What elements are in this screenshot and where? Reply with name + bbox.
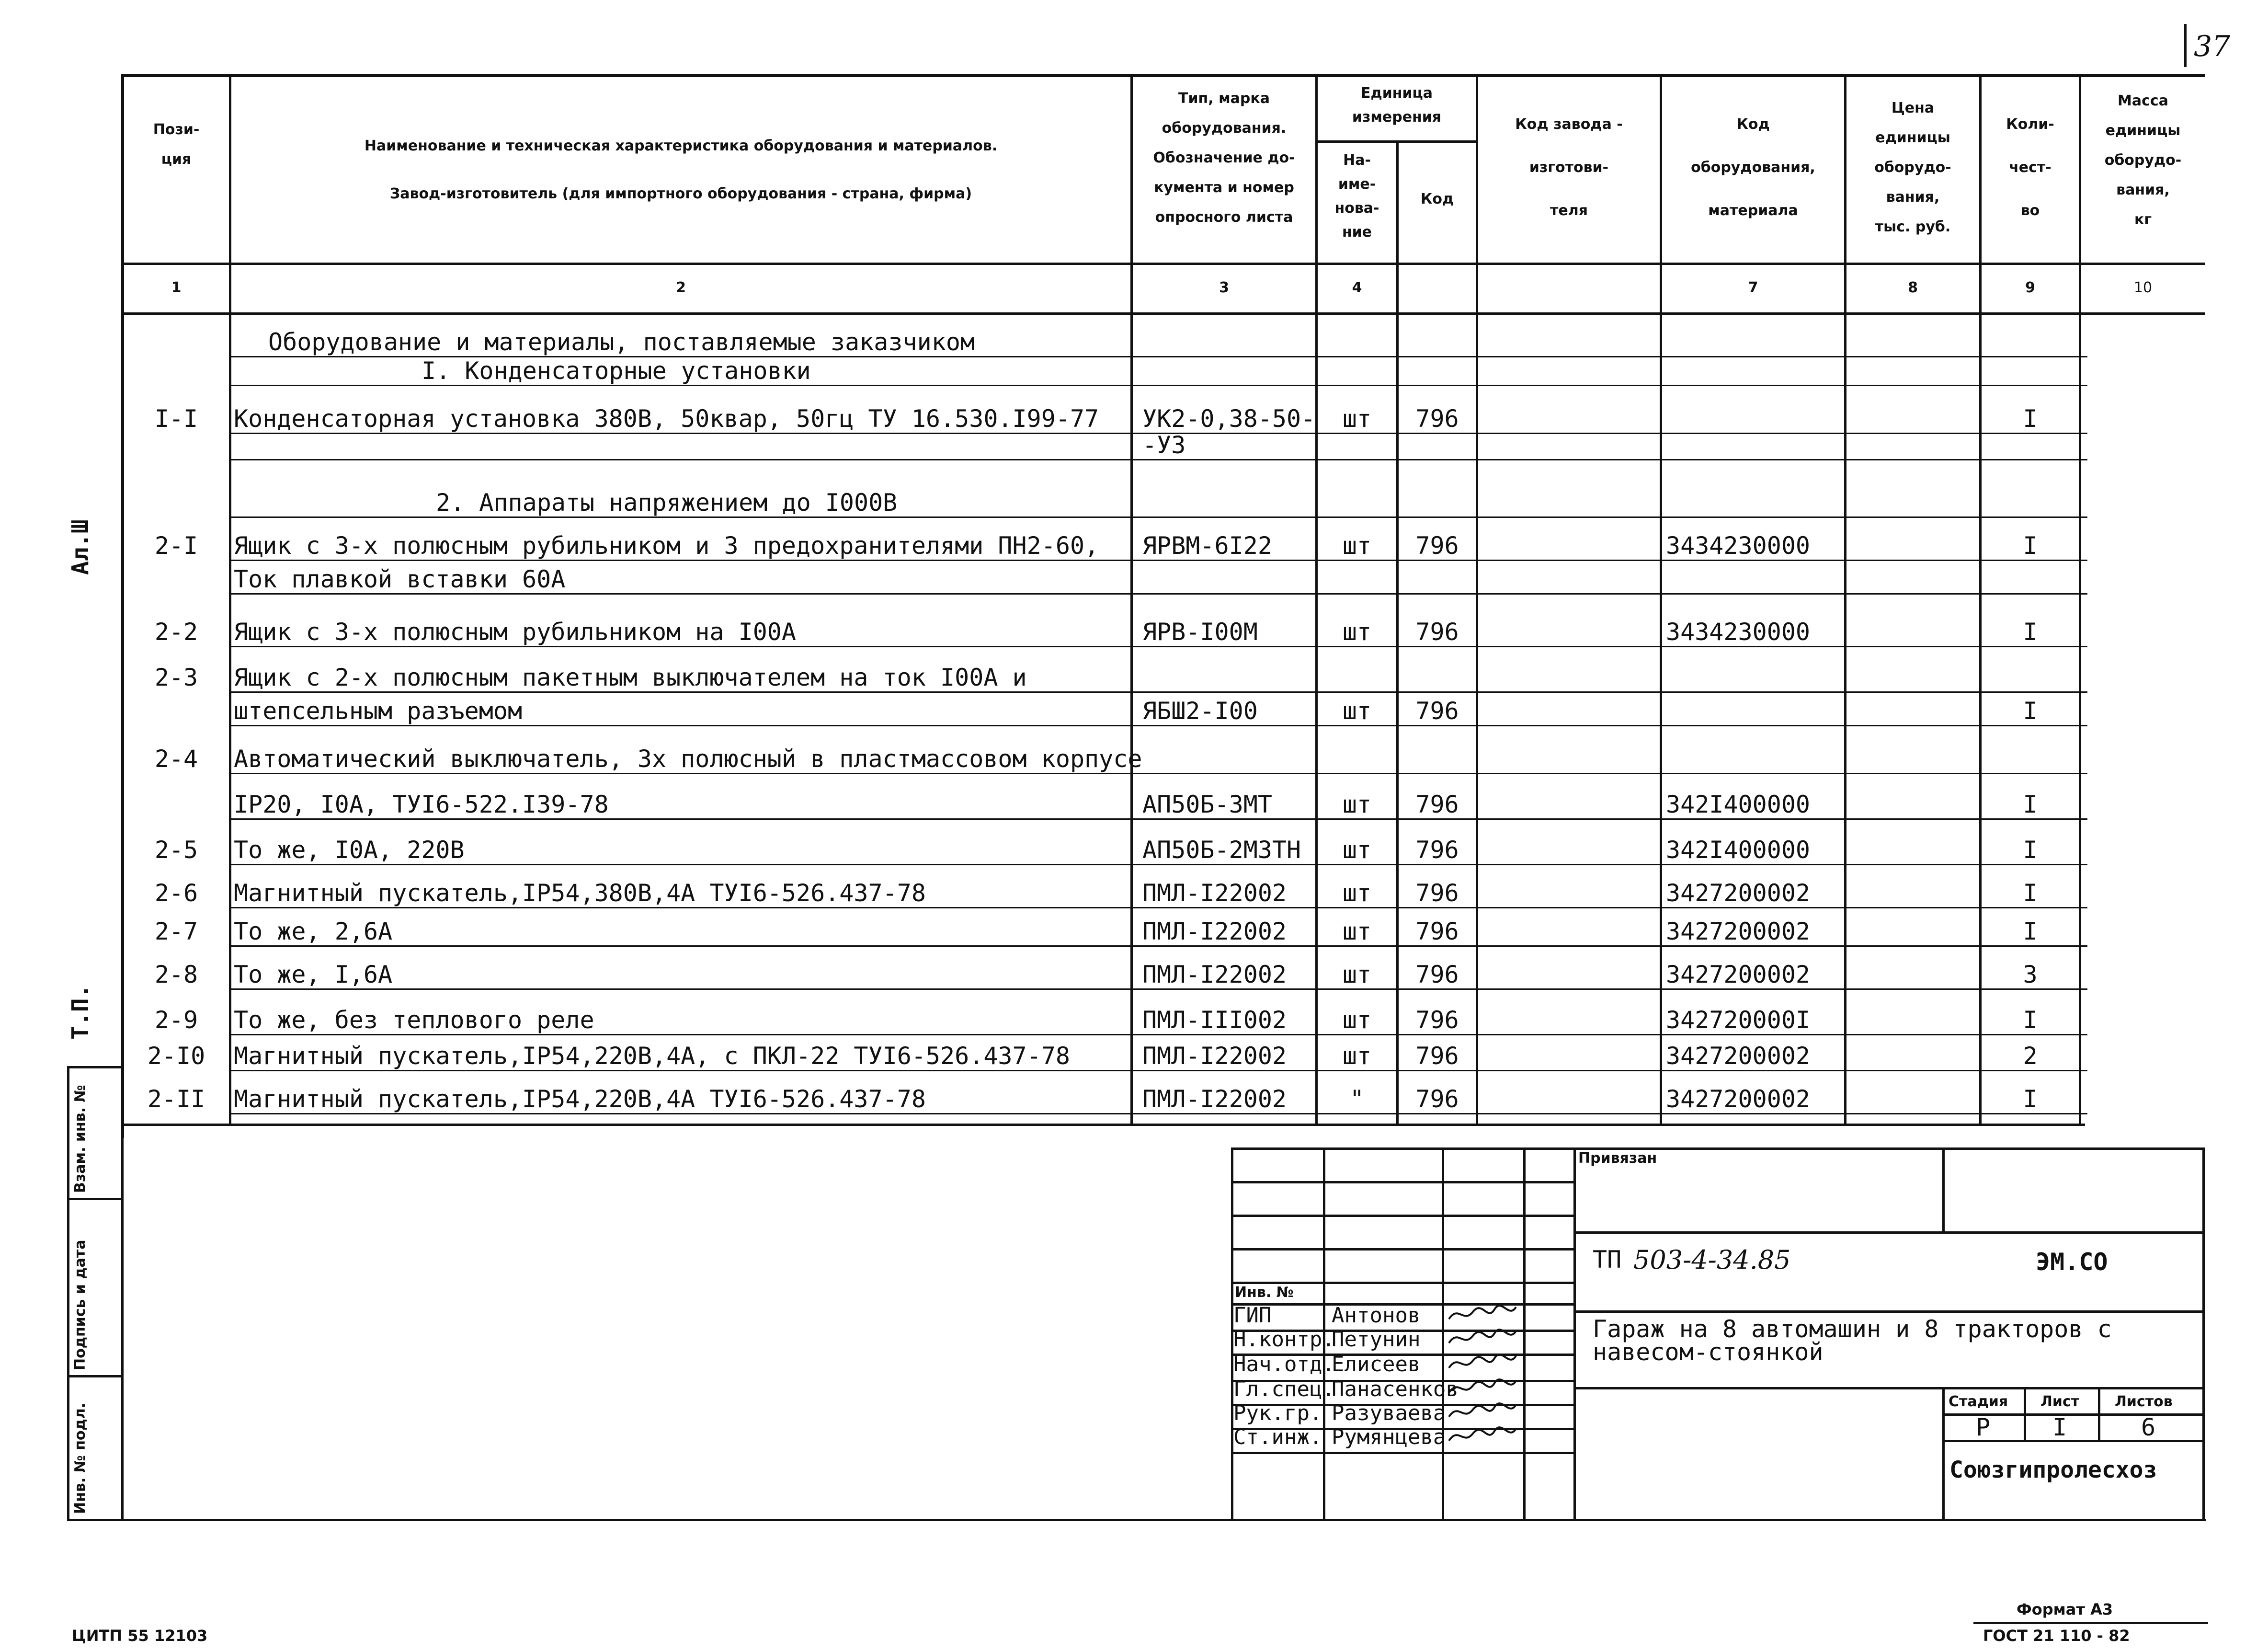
row-unit: шт (1342, 879, 1372, 907)
unit-group-line (1315, 140, 1476, 143)
margin-box-inv: Инв. № подл. (72, 1402, 89, 1514)
header-bottom-line (121, 263, 2205, 265)
row-type: -УЗ (1142, 431, 1186, 459)
row-divider (229, 818, 2087, 820)
body-bottom-line (121, 1124, 2085, 1126)
colnum-8: 8 (1908, 279, 1918, 296)
staff-name: Петунин (1332, 1327, 1421, 1352)
left-margin-inner-line (121, 1066, 124, 1521)
margin-label-tp: Т.П. (67, 984, 94, 1040)
row-equipment-code: 342I400000 (1666, 791, 1811, 818)
row-position: I-I (154, 405, 198, 433)
row-type: ЯРВ-I00М (1142, 618, 1258, 646)
row-unit-code: 796 (1415, 791, 1459, 818)
row-quantity: I (2023, 697, 2038, 725)
staff-name: Антонов (1332, 1303, 1421, 1328)
row-name: То же, I0А, 220В (234, 836, 465, 864)
row-position: 2-4 (154, 745, 198, 773)
left-box-div1 (67, 1198, 124, 1200)
row-divider (229, 385, 2087, 386)
row-unit: шт (1342, 791, 1372, 818)
row-unit-code: 796 (1415, 618, 1459, 646)
colnum-3: 3 (1219, 279, 1229, 296)
staff-role: ГИП (1233, 1303, 1272, 1328)
row-name: Оборудование и материалы, поставляемые заказчиком (268, 328, 975, 356)
row-unit: шт (1342, 532, 1372, 560)
row-position: 2-I (154, 532, 198, 560)
row-name: То же, I,6А (234, 961, 393, 988)
header-price: Цена единицы оборудо- вания, тыс. руб. (1874, 100, 1951, 235)
header-name: Наименование и техническая характеристика оборудования и материалов. Завод-изготовитель (для импортного оборудования - страна, фирма) (364, 138, 998, 202)
header-unit-code: Код (1420, 191, 1454, 207)
stage-value: Р (1976, 1413, 1991, 1441)
row-name: 2. Аппараты напряжением до I000В (436, 489, 898, 516)
row-unit: шт (1342, 836, 1372, 864)
row-quantity: I (2023, 836, 2038, 864)
left-box-bottom (67, 1519, 2206, 1521)
staff-role: Н.контр. (1233, 1327, 1335, 1352)
staff-role: Нач.отд. (1233, 1352, 1335, 1377)
row-type: ПМЛ-I22002 (1142, 961, 1287, 988)
colnum-1: 1 (171, 279, 182, 296)
row-equipment-code: 342I400000 (1666, 836, 1811, 864)
row-quantity: I (2023, 405, 2038, 433)
row-quantity: I (2023, 532, 2038, 560)
row-name: Магнитный пускатель,IP54,220В,4А ТУI6-526.437-78 (234, 1085, 926, 1113)
left-box-div2 (67, 1375, 124, 1377)
row-equipment-code: 3427200002 (1666, 879, 1811, 907)
row-divider (229, 773, 2087, 774)
row-name: То же, без теплового реле (234, 1006, 594, 1034)
colnum-4: 4 (1352, 279, 1362, 296)
signature-mark (1447, 1302, 1518, 1326)
colnum-2: 2 (676, 279, 686, 296)
sheets-label: Листов (2115, 1393, 2173, 1410)
row-equipment-code: 3427200002 (1666, 918, 1811, 945)
row-position: 2-6 (154, 879, 198, 907)
row-type: АП50Б-2МЗТН (1142, 836, 1301, 864)
organization: Союзгипролесхоз (1949, 1457, 2157, 1483)
header-position: Пози- ция (153, 121, 200, 168)
row-quantity: I (2023, 1085, 2038, 1113)
row-unit-code: 796 (1415, 1006, 1459, 1034)
row-type: ПМЛ-I22002 (1142, 879, 1287, 907)
row-unit-code: 796 (1415, 697, 1459, 725)
footer-line (1973, 1622, 2208, 1624)
page-number: 37 (2194, 30, 2231, 63)
staff-name: Разуваева (1332, 1401, 1446, 1425)
row-position: 2-8 (154, 961, 198, 988)
header-equipment-code: Код оборудования, материала (1691, 116, 1815, 219)
row-unit: " (1349, 1085, 1365, 1113)
row-type: ПМЛ-III002 (1142, 1006, 1287, 1034)
row-unit-code: 796 (1415, 1042, 1459, 1070)
row-equipment-code: 3434230000 (1666, 618, 1811, 646)
margin-box-podpis: Подпись и дата (72, 1239, 89, 1370)
sheet-label: Лист (2040, 1393, 2080, 1410)
footer-format: Формат А3 (2017, 1600, 2113, 1618)
staff-role: Рук.гр. (1233, 1401, 1322, 1425)
staff-role: Ст.инж. (1233, 1425, 1322, 1449)
row-unit-code: 796 (1415, 532, 1459, 560)
row-divider (229, 725, 2087, 726)
row-type: АП50Б-3МТ (1142, 791, 1272, 818)
row-unit-code: 796 (1415, 918, 1459, 945)
header-quantity: Коли- чест- во (2006, 116, 2054, 219)
row-type: ПМЛ-I22002 (1142, 918, 1287, 945)
row-divider (229, 593, 2087, 595)
footer-gost: ГОСТ 21 110 - 82 (1983, 1627, 2130, 1645)
row-divider (229, 516, 2087, 518)
row-unit-code: 796 (1415, 961, 1459, 988)
col-line-1 (229, 74, 231, 1126)
row-position: 2-II (147, 1085, 205, 1113)
colnum-9: 9 (2025, 279, 2035, 296)
row-name: Автоматический выключатель, 3х полюсный в пластмассовом корпусе (234, 745, 1142, 773)
row-type: ПМЛ-I22002 (1142, 1042, 1287, 1070)
row-position: 2-I0 (147, 1042, 205, 1070)
signature-mark (1447, 1376, 1518, 1400)
row-name: штепсельным разъемом (234, 697, 523, 725)
row-divider (229, 646, 2087, 647)
row-divider (229, 1070, 2087, 1071)
page-number-divider (2184, 24, 2187, 67)
staff-name: Панасенков (1332, 1377, 1459, 1401)
row-divider (229, 907, 2087, 908)
row-equipment-code: 342720000I (1666, 1006, 1811, 1034)
row-equipment-code: 3427200002 (1666, 1085, 1811, 1113)
staff-name: Румянцева (1332, 1425, 1446, 1449)
row-unit-code: 796 (1415, 879, 1459, 907)
stage-label: Стадия (1949, 1393, 2008, 1410)
doc-code: ЭМ.СО (2036, 1248, 2108, 1276)
row-unit: шт (1342, 618, 1372, 646)
sheets-value: 6 (2141, 1413, 2156, 1441)
row-position: 2-2 (154, 618, 198, 646)
row-divider (229, 988, 2087, 990)
staff-role: Гл.спец. (1233, 1377, 1335, 1401)
row-divider (229, 691, 2087, 693)
project-code: 503-4-34.85 (1633, 1245, 1791, 1275)
signature-mark (1447, 1424, 1518, 1448)
project-code-prefix: ТП (1593, 1246, 1622, 1273)
row-divider (229, 1034, 2087, 1035)
row-name: Магнитный пускатель,IP54,220В,4А, с ПКЛ-22 ТУI6-526.437-78 (234, 1042, 1070, 1070)
margin-label-al: Ал.Ш (67, 519, 94, 575)
row-unit: шт (1342, 697, 1372, 725)
row-position: 2-7 (154, 918, 198, 945)
row-unit: шт (1342, 961, 1372, 988)
row-type: ЯБШ2-I00 (1142, 697, 1258, 725)
row-name: Ток плавкой вставки 60А (234, 565, 566, 593)
row-type: ЯРВМ-6I22 (1142, 532, 1272, 560)
row-unit-code: 796 (1415, 405, 1459, 433)
row-position: 2-9 (154, 1006, 198, 1034)
header-mass: Масса единицы оборудо- вания, кг (2104, 92, 2182, 228)
signature-mark (1447, 1351, 1518, 1375)
row-name: Ящик с 3-х полюсным рубильником и 3 предохранителями ПН2-60, (234, 532, 1099, 560)
staff-name: Елисеев (1332, 1352, 1421, 1377)
row-divider (229, 1113, 2087, 1114)
row-type: ПМЛ-I22002 (1142, 1085, 1287, 1113)
colnum-7: 7 (1748, 279, 1758, 296)
header-unit-group: Единица измерения (1352, 85, 1442, 126)
footer-left: ЦИТП 55 12103 (72, 1627, 208, 1645)
row-divider (229, 459, 2087, 460)
row-name: IP20, I0А, ТУI6-522.I39-78 (234, 791, 609, 818)
colnum-10: 10 (2133, 279, 2153, 296)
row-name: То же, 2,6А (234, 918, 393, 945)
row-name: Конденсаторная установка 380В, 50квар, 50гц ТУ 16.530.I99-77 (234, 405, 1099, 433)
row-equipment-code: 3427200002 (1666, 1042, 1811, 1070)
row-unit: шт (1342, 918, 1372, 945)
row-unit-code: 796 (1415, 836, 1459, 864)
left-margin-line (67, 1066, 69, 1521)
inv-no-label: Инв. № (1235, 1284, 1294, 1301)
row-quantity: I (2023, 791, 2038, 818)
row-type: УК2-0,38-50- (1142, 405, 1316, 433)
row-name: Ящик с 2-х полюсным пакетным выключателем на ток I00А и (234, 664, 1027, 691)
left-box-top (67, 1066, 124, 1068)
row-quantity: I (2023, 879, 2038, 907)
row-quantity: 2 (2023, 1042, 2038, 1070)
row-divider (229, 560, 2087, 561)
margin-box-vzam: Взам. инв. № (72, 1085, 89, 1193)
row-divider (229, 945, 2087, 947)
row-position: 2-3 (154, 664, 198, 691)
row-unit: шт (1342, 405, 1372, 433)
row-quantity: I (2023, 618, 2038, 646)
row-quantity: 3 (2023, 961, 2038, 988)
row-unit-code: 796 (1415, 1085, 1459, 1113)
right-frame-line (2202, 1147, 2205, 1521)
signature-mark (1447, 1400, 1518, 1424)
row-equipment-code: 3427200002 (1666, 961, 1811, 988)
row-name: I. Конденсаторные установки (422, 357, 811, 385)
row-unit: шт (1342, 1006, 1372, 1034)
row-unit: шт (1342, 1042, 1372, 1070)
row-position: 2-5 (154, 836, 198, 864)
header-factory-code: Код завода - изготови- теля (1515, 116, 1623, 219)
row-equipment-code: 3434230000 (1666, 532, 1811, 560)
sheet-value: I (2052, 1413, 2067, 1441)
colnum-bottom-line (121, 312, 2205, 315)
header-unit-name: На- име- нова- ние (1334, 152, 1379, 241)
privyazan-label: Привязан (1578, 1150, 1657, 1167)
drawing-title: Гараж на 8 автомашин и 8 тракторов с навесом-стоянкой (1593, 1315, 2112, 1366)
row-divider (229, 864, 2087, 865)
row-quantity: I (2023, 1006, 2038, 1034)
row-quantity: I (2023, 918, 2038, 945)
row-name: Магнитный пускатель,IP54,380В,4А ТУI6-526.437-78 (234, 879, 926, 907)
row-name: Ящик с 3-х полюсным рубильником на I00А (234, 618, 796, 646)
header-type: Тип, марка оборудования. Обозначение до- кумента и номер опросного листа (1153, 90, 1295, 226)
signature-mark (1447, 1326, 1518, 1350)
